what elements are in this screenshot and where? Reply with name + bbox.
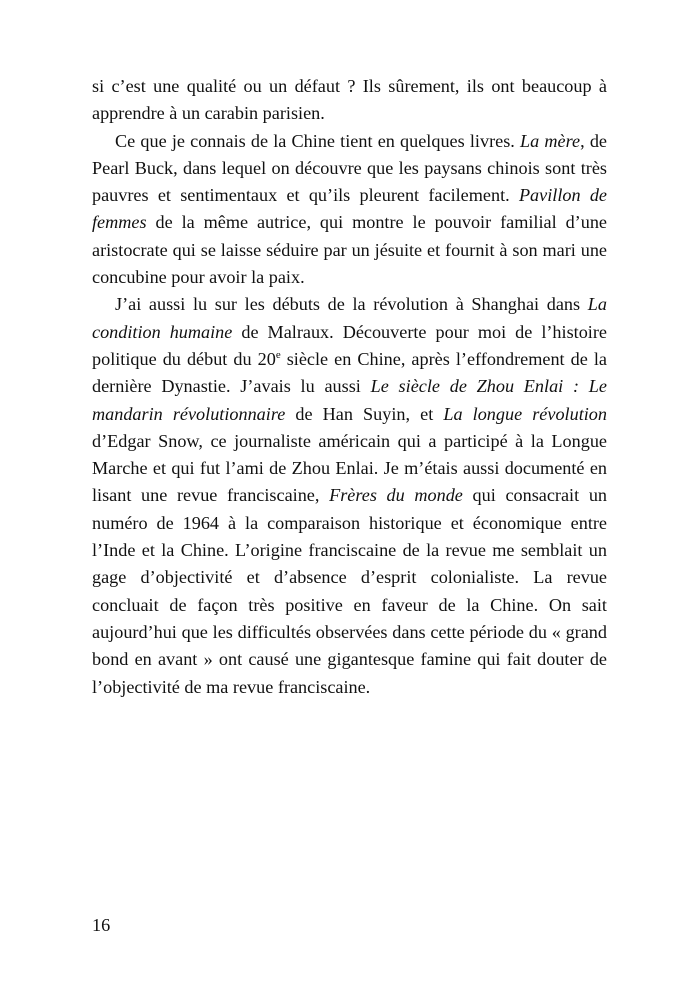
text-run: Ce que je connais de la Chine tient en quelques livres.	[115, 130, 521, 151]
page-body	[92, 73, 607, 701]
book-title: Frères du monde	[329, 485, 463, 506]
text-run: de la même autrice, qui montre le pouvoir familial d’une aristocrate qui se laisse séduire par un jésuite et fournit à son mari une concubine pour avoir la paix.	[92, 212, 607, 288]
book-title: La longue révolution	[443, 403, 607, 424]
text-run: si c’est une qualité ou un défaut ? Ils sûrement, ils ont beaucoup à apprendre à un carabin parisien.	[92, 76, 607, 124]
page-number: 16	[92, 915, 111, 935]
text-run: de Malraux. Découverte pour moi de l’histoire politique du début du 20	[92, 321, 607, 369]
text-run: J’ai aussi lu sur les débuts de la révolution à Shanghai dans	[115, 294, 588, 315]
text-run: siècle en Chine, après l’effondrement de la dernière Dynastie. J’avais lu aussi	[92, 348, 607, 397]
text-run: qui consacrait un numéro de 1964 à la comparaison historique et économique entre l’Inde et la Chine. L’origine franciscaine de la revue me semblait un gage d’objectivité et d’absence d’esprit colonialiste. La revue concluait de façon très positive en faveur de la Chine. On sait aujourd’hui que les difficultés observées dans cette période du « grand bond en avant » ont causé une gigantesque famine qui fait douter de l’objectivité de ma revue franciscaine.	[92, 485, 608, 697]
text-run: d’Edgar Snow, ce journaliste américain qui a participé à la Longue Marche et qui fut l’ami de Zhou Enlai. Je m’étais aussi documenté en lisant une revue franciscaine,	[92, 430, 607, 506]
paragraph	[92, 73, 607, 128]
paragraph	[92, 128, 607, 292]
book-title: La condition humaine	[92, 294, 607, 342]
text-run: de Han Suyin, et	[285, 403, 444, 424]
paragraph	[92, 291, 607, 700]
text-run: , de Pearl Buck, dans lequel on découvre que les paysans chinois sont très pauvres et sentimentaux et qu’ils pleurent facilement.	[92, 130, 607, 206]
book-title: Pavillon de femmes	[92, 185, 607, 233]
book-title: La mère	[520, 130, 581, 151]
book-title: Le siècle de Zhou Enlai : Le mandarin révolutionnaire	[92, 376, 607, 424]
superscript: e	[275, 348, 281, 361]
